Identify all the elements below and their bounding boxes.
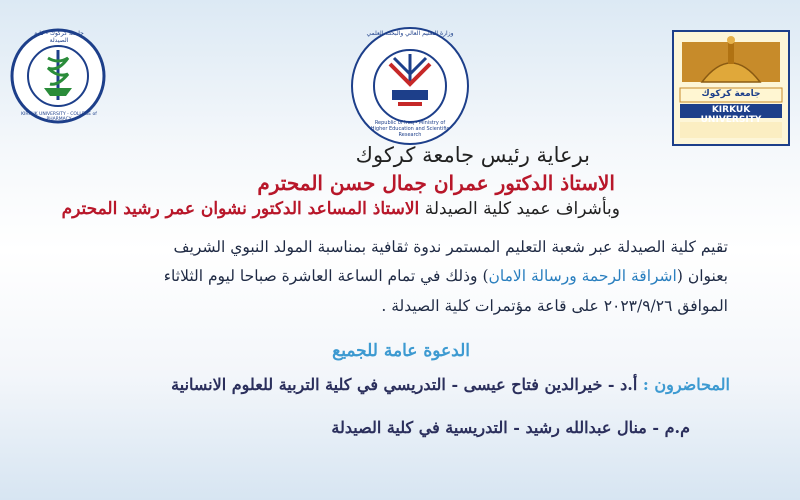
lecturer-first <box>171 375 730 394</box>
right-logo-text: جامعة كركوك <box>701 89 761 99</box>
pharmacy-college-logo <box>10 28 106 124</box>
ministry-logo <box>348 24 472 148</box>
public-invitation: الدعوة عامة للجميع <box>332 341 470 361</box>
dean-line <box>62 199 620 219</box>
university-president-name: الاستاذ الدكتور عمران جمال حسن المحترم <box>257 171 615 195</box>
lecturers-label: المحاضرون : <box>642 375 730 394</box>
lecturer-first-text: أ.د - خيرالدين فتاح عيسى - التدريسي في كلية التربية للعلوم الانسانية <box>171 375 638 394</box>
announcement-line-2-start: بعنوان ( <box>676 267 728 285</box>
announcement-line-2 <box>164 267 728 285</box>
announcement-line-1: تقيم كلية الصيدلة عبر شعبة التعليم المستمر ندوة ثقافية بمناسبة المولد النبوي الشريف <box>173 238 728 256</box>
right-logo-subtext: KIRKUK UNIVERSITY <box>700 105 762 125</box>
center-logo-subtext: Republic of Iraq - Ministry of Higher Education and Scientific Research <box>370 120 450 138</box>
seminar-title: اشراقة الرحمة ورسالة الامان <box>488 267 677 285</box>
left-logo-subtext: KIRKUK UNIVERSITY - COLLEGE of PHARMACY <box>21 112 97 122</box>
announcement-line-2-end: ) وذلك في تمام الساعة العاشرة صباحا ليوم الثلاثاء <box>163 267 489 285</box>
announcement-line-3: الموافق ٢٠٢٣/٩/٢٦ على قاعة مؤتمرات كلية الصيدلة . <box>381 297 728 315</box>
lecturer-second: م.م - منال عبدالله رشيد - التدريسية في كلية الصيدلة <box>331 418 690 437</box>
left-logo-text: جامعة كركوك - كلية الصيدلة <box>34 30 84 44</box>
dean-line-prefix: وبأشراف عميد كلية الصيدلة <box>424 199 620 219</box>
sponsorship-line: برعاية رئيس جامعة كركوك <box>355 143 590 167</box>
kirkuk-university-logo <box>672 30 790 146</box>
dean-name: الاستاذ المساعد الدكتور نشوان عمر رشيد المحترم <box>61 199 420 219</box>
center-logo-text: وزارة التعليم العالي والبحث العلمي <box>366 30 454 37</box>
